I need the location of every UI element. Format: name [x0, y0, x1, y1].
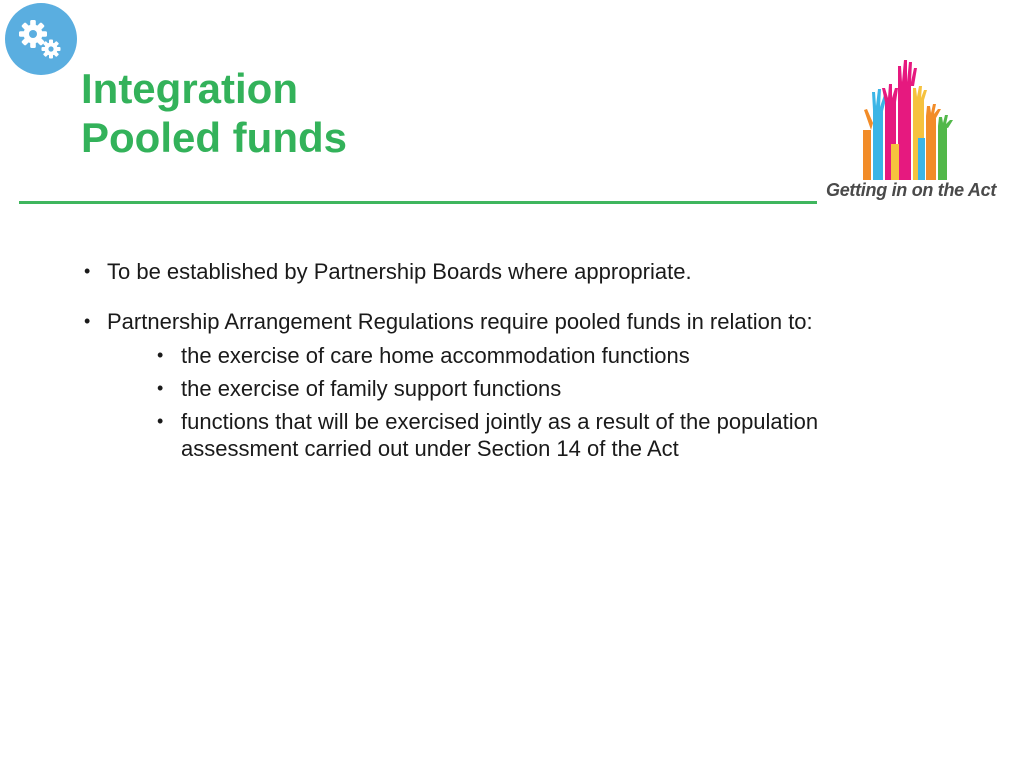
bullet-text: To be established by Partnership Boards where appropriate. — [107, 259, 692, 284]
sub-bullet-text: • the exercise of family support functions — [181, 376, 562, 401]
settings-badge — [5, 3, 77, 75]
bullet-item — [84, 257, 984, 286]
title-line-2: Pooled funds — [81, 114, 347, 161]
sub-bullet-item — [157, 342, 984, 369]
getting-in-on-the-act-logo — [822, 58, 1000, 210]
sub-bullet-list — [107, 342, 984, 462]
bullet-item — [84, 307, 984, 462]
sub-bullet-text-line-1: • functions that will be exercised jointly as a result of the population — [181, 409, 819, 434]
sub-bullet-text: • the exercise of care home accommodation functions — [181, 343, 690, 368]
title-line-1: Integration — [81, 65, 298, 112]
sub-bullet-item — [157, 375, 984, 402]
bullet-text: Partnership Arrangement Regulations require pooled funds in relation to: — [107, 309, 813, 334]
page-title — [81, 64, 347, 162]
gears-icon — [5, 3, 77, 75]
logo-caption: Getting in on the Act — [826, 180, 997, 200]
title-divider — [19, 201, 817, 204]
raised-hands-icon — [822, 58, 1000, 180]
sub-bullet-item — [157, 408, 984, 462]
sub-bullet-text-line-2: assessment carried out under Section 14 of the Act — [181, 436, 679, 461]
bullet-list — [84, 257, 984, 483]
